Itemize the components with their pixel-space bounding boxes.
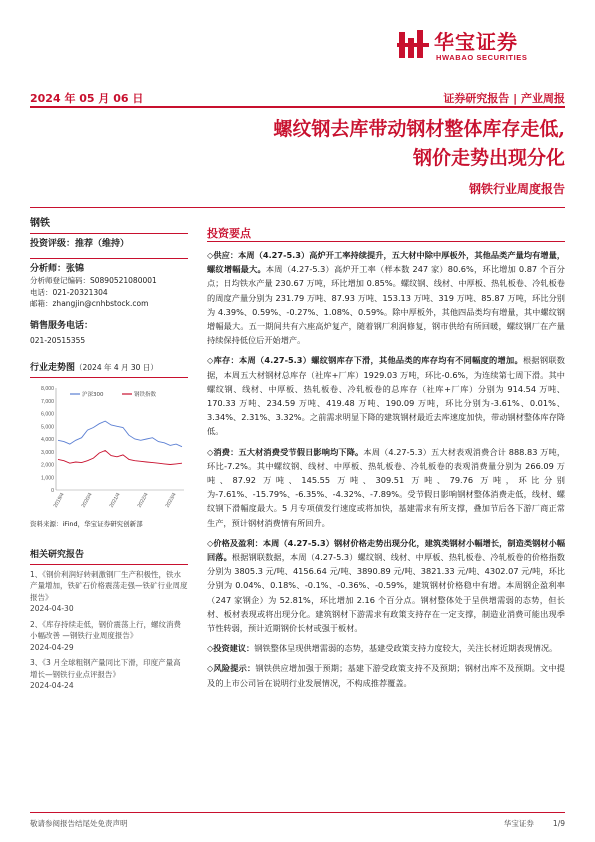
legend-label: 钢铁指数 [134, 392, 157, 398]
related-report-item[interactable]: 1、《钢价利润好转刺激钢厂生产积极性，铁水产量增加，铁矿石价格震荡走强—铁矿行业周度报告》 [30, 569, 188, 602]
related-report-date: 2024-04-24 [30, 681, 74, 690]
title-divider [30, 207, 565, 208]
key-point-text: 根据钢联数据，本周五大材钢材总库存（社库+厂库）1929.03 万吨，环比-0.6%，为连续第七周下滑。其中螺纹钢、线材、中厚板、热轧板卷、冷轧板卷的总库存（社库+厂库）分别为 914.54 万吨、170.33 万吨、234.59 万吨、419.48 万吨、190.09 万吨，环比分别为-3.61%、0.01%、3.34%、2.31%、3.32%。之前需求明显下降的建筑钢材最近去库速度加快，带动钢材整体库存降低。 [207, 355, 565, 437]
y-tick-label: 3,000 [41, 449, 54, 456]
sales-label: 销售服务电话： [30, 320, 94, 331]
key-point-lead: 供应：本周（4.27-5.3）高炉开工率持续提升，五大材中除中厚板外，其他品类产量均有增量，螺纹增幅最大。 [207, 250, 566, 275]
y-tick-label: 2,000 [41, 462, 54, 469]
trend-label: 行业走势图 [30, 363, 76, 373]
key-point-advice: ◇投资建议：钢铁整体呈现供增需弱的态势，基建受政策支持力度较大，关注长材近期表现情况。 [207, 643, 558, 654]
report-title-line1: 螺纹钢去库带动钢材整体库存走低, [273, 118, 565, 140]
key-point-text: 钢铁供应增加强于预期；基建下游受政策支持不及预期；钢材出库不及预期。文中提及的上市公司旨在说明行业发展情况，不构成推荐覆盖。 [207, 663, 565, 688]
sidebar-divider [30, 564, 188, 565]
logo-text-en: HWABAO SECURITIES [436, 53, 528, 62]
sidebar-divider [30, 258, 188, 259]
sidebar-divider [30, 233, 188, 234]
key-point-text: 本周（4.27-5.3）五大材表观消费合计 888.83 万吨，环比-7.2%。其中螺纹钢、线材、中厚板、热轧板卷、冷轧板卷的表观消费量分别为 266.09 万吨、87.92 万吨、145.55 万吨、309.51 万吨、79.76 万吨，环比分别为-7.61%、-15.79%、-6.35%、-4.32%、-7.89%。受节假日影响钢材整体消费走低，线材、螺纹钢下滑幅度最大。5 月专项债发行速度或将加快，基建需求有所支撑，叠加节后各下游厂商正常生产，预计钢材消费情有所回升。 [207, 446, 566, 528]
key-point-lead: 消费：五大材消费受节假日影响均下降。 [213, 446, 364, 457]
company-logo [396, 26, 566, 74]
sidebar-divider [30, 377, 188, 378]
footer-divider [30, 812, 565, 813]
page-number: 1/9 [552, 819, 565, 828]
x-tick-label: 2019/4 [52, 492, 66, 509]
logo-text-cn: 华宝证券 [434, 30, 518, 54]
trend-header [30, 362, 188, 374]
footer-brand: 华宝证券 [503, 819, 534, 828]
trend-date: （2024 年 4 月 30 日） [75, 363, 158, 372]
report-title-line2: 钢价走势出现分化 [412, 147, 565, 169]
key-point-lead: 风险提示： [213, 663, 256, 674]
logo-mark-icon [396, 28, 430, 62]
related-report-date: 2024-04-30 [30, 604, 74, 613]
y-tick-label: 1,000 [41, 475, 54, 482]
series-line-hs300 [58, 421, 182, 447]
key-point-risk: ◇风险提示：钢铁供应增加强于预期；基建下游受政策支持不及预期；钢材出库不及预期。文中提及的上市公司旨在说明行业发展情况，不构成推荐覆盖。 [207, 663, 565, 688]
y-tick-label: 8,000 [41, 386, 54, 392]
series-line-steel-index [58, 451, 182, 465]
key-point-text: 根据钢联数据，本周（4.27-5.3）螺纹钢、线材、中厚板、热轧板卷、冷轧板卷的价格指数分别为 3805.3 元/吨、4156.64 元/吨、3890.89 元/吨、3821.33 元/吨、4302.07 元/吨，环比分别为 0.04%、0.18%、-0.1%、-0.36%、-0.59%，建筑钢材价格稳中有增。本周钢企盈利率（247 家钢企）为 52.81%，环比增加 2.16 个百分点。钢材整体处于呈供增需弱的态势，但长材、板材表现或将出现分化。建筑钢材下游需求有政策支持存在一定支撑，制造业消费可能出现季节性转弱，预计近期钢价长材或强于板材。 [207, 552, 565, 634]
y-tick-label: 7,000 [41, 398, 54, 405]
chart-source: 资料来源：iFind，华宝证券研究创新部 [30, 520, 143, 528]
footer-disclaimer: 敬请参阅报告结尾处免责声明 [30, 819, 128, 828]
key-point-lead: 投资建议： [213, 643, 255, 654]
section-divider [207, 241, 565, 242]
sidebar [30, 218, 188, 692]
footer-info [504, 818, 565, 829]
y-tick-label: 5,000 [41, 424, 54, 431]
x-tick-label: 2020/4 [80, 492, 94, 509]
key-point-inventory: ◇库存：本周（4.27-5.3）螺纹钢库存下滑，其他品类的库存均有不同幅度的增加。根据钢联数据，本周五大材钢材总库存（社库+厂库）1929.03 万吨，环比-0.6%，为连续第七周下滑。其中螺纹钢、线材、中厚板、热轧板卷、冷轧板卷的总库存（社库+厂库）分别为 914.54 万吨、170.33 万吨、234.59 万吨、419.48 万吨、190.09 万吨，环比分别为-3.61%、0.01%、3.34%、2.31%、3.32%。之前需求明显下降的建筑钢材最近去库速度加快，带动钢材整体库存降低。 [207, 355, 565, 437]
analyst-email[interactable]: 邮箱：zhangjin@cnhbstock.com [30, 299, 149, 308]
y-tick-label: 0 [51, 488, 54, 494]
sales-phone: 021-20515355 [30, 335, 86, 345]
report-type: 证券研究报告 | 产业周报 [443, 92, 565, 105]
x-tick-label: 2023/4 [164, 492, 178, 509]
y-tick-label: 6,000 [41, 411, 54, 418]
industry-name: 钢铁 [30, 218, 50, 229]
key-point-text: 钢铁整体呈现供增需弱的态势，基建受政策支持力度较大，关注长材近期表现情况。 [254, 643, 558, 654]
analyst-name: 分析师：张锦 [30, 264, 85, 274]
trend-chart-svg [30, 382, 188, 517]
related-reports-list [30, 569, 188, 692]
report-subtitle: 钢铁行业周度报告 [468, 182, 565, 196]
analyst-phone: 电话：021-20321304 [30, 287, 108, 297]
key-points [207, 248, 565, 696]
legend-label: 沪深300 [82, 392, 104, 398]
key-point-price: ◇价格及盈利：本周（4.27-5.3）钢材价格走势出现分化，建筑类钢材小幅增长，制造类钢材小幅回落。根据钢联数据，本周（4.27-5.3）螺纹钢、线材、中厚板、热轧板卷、冷轧板卷的价格指数分别为 3805.3 元/吨、4156.64 元/吨、3890.89 元/吨、3821.33 元/吨、4302.07 元/吨，环比分别为 0.04%、0.18%、-0.1%、-0.36%、-0.59%，建筑钢材价格稳中有增。本周钢企盈利率（247 家钢企）为 52.81%，环比增加 2.16 个百分点。钢材整体处于呈供增需弱的态势，但长材、板材表现或将出现分化。建筑钢材下游需求有政策支持存在一定支撑，制造业消费可能出现季节性转弱，预计近期钢价长材或强于板材。 [207, 537, 566, 634]
x-tick-label: 2021/4 [108, 492, 122, 509]
industry-trend-chart [30, 382, 188, 517]
related-report-item[interactable]: 2、《库存持续走低，钢价震荡上行，螺纹消费小幅改善 —钢铁行业周度报告》 [30, 619, 182, 640]
section-heading: 投资要点 [207, 227, 251, 240]
analyst-cert: 分析师登记编码：S0890521080001 [30, 276, 157, 285]
report-date: 2024 年 05 月 06 日 [30, 92, 144, 105]
report-title [273, 115, 565, 173]
related-report-date: 2024-04-29 [30, 642, 74, 652]
header-divider [30, 106, 565, 108]
investment-rating: 投资评级：推荐（维持） [30, 239, 130, 249]
related-reports-label: 相关研究报告 [30, 549, 85, 560]
key-point-lead: 价格及盈利：本周（4.27-5.3）钢材价格走势出现分化，建筑类钢材小幅增长，制造类钢材小幅回落。 [207, 537, 566, 563]
x-tick-label: 2022/4 [136, 492, 150, 509]
key-point-consumption: ◇消费：五大材消费受节假日影响均下降。本周（4.27-5.3）五大材表观消费合计 888.83 万吨，环比-7.2%。其中螺纹钢、线材、中厚板、热轧板卷、冷轧板卷的表观消费量分别为 266.09 万吨、87.92 万吨、145.55 万吨、309.51 万吨、79.76 万吨，环比分别为-7.61%、-15.79%、-6.35%、-4.32%、-7.89%。受节假日影响钢材整体消费走低，线材、螺纹钢下滑幅度最大。5 月专项债发行速度或将加快，基建需求有所支撑，叠加节后各下游厂商正常生产，预计钢材消费情有所回升。 [207, 446, 566, 528]
key-point-lead: 库存：本周（4.27-5.3）螺纹钢库存下滑，其他品类的库存均有不同幅度的增加。 [213, 355, 523, 366]
y-tick-label: 4,000 [41, 437, 54, 443]
related-report-item[interactable]: 3、《3 月全球粗钢产量同比下滑，印度产量高增长—钢铁行业点评报告》 [30, 658, 181, 679]
key-point-text: 本周（4.27-5.3）高炉开工率（样本数 247 家）80.6%，环比增加 0.87 个百分点；日均铁水产量 230.67 万吨，环比增加 0.85%。螺纹钢、线材、中厚板、热轧板卷、冷轧板卷的周度产量分别为 231.79 万吨、87.93 万吨、153.13 万吨、319 万吨、85.87 万吨，环比分别为 4.39%、0.59%、-0.27%、1.08%、0.59%。除中厚板外，其他四品类均有增量，其中螺纹钢增幅最大。五一期间共有六座高炉复产，随着钢厂利润修复，钢市供给有所回暖，螺纹钢厂在产量持续保持低位后开始增产。 [207, 264, 565, 346]
key-point-supply: ◇供应：本周（4.27-5.3）高炉开工率持续提升，五大材中除中厚板外，其他品类产量均有增量，螺纹增幅最大。本周（4.27-5.3）高炉开工率（样本数 247 家）80.6%，环比增加 0.87 个百分点；日均铁水产量 230.67 万吨，环比增加 0.85%。螺纹钢、线材、中厚板、热轧板卷、冷轧板卷的周度产量分别为 231.79 万吨、87.93 万吨、153.13 万吨、319 万吨、85.87 万吨，环比分别为 4.39%、0.59%、-0.27%、1.08%、0.59%。除中厚板外，其他四品类均有增量，其中螺纹钢增幅最大。五一期间共有六座高炉复产，随着钢厂利润修复，钢市供给有所回暖，螺纹钢厂在产量持续保持低位后开始增产。 [207, 250, 566, 346]
